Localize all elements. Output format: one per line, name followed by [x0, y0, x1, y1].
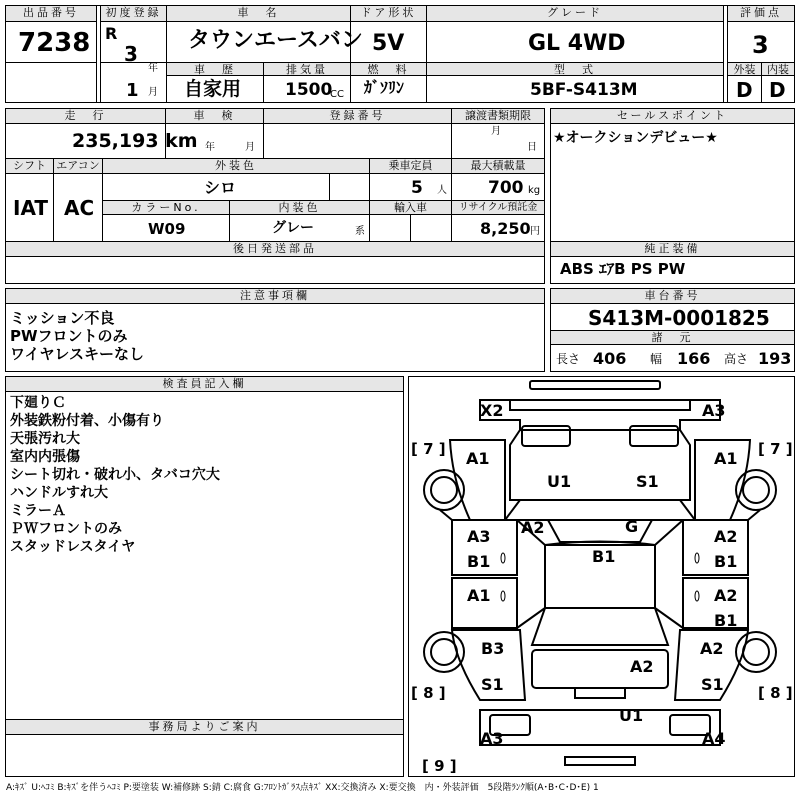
- ext-header: 外装: [728, 63, 761, 76]
- inspector-line-6: ハンドルすれ大: [10, 485, 108, 501]
- model-header: 型 式: [427, 63, 723, 76]
- disp-unit: CC: [330, 89, 344, 100]
- later-parts-header: 後日発送部品: [6, 242, 544, 257]
- body-color: シロ: [204, 178, 237, 197]
- mark-eight-left: [ 8 ]: [411, 684, 446, 702]
- mark-a1-left-slide: A1: [467, 586, 491, 605]
- regno-header: 登録番号: [264, 109, 451, 124]
- mark-b1-right-slide: B1: [714, 611, 738, 630]
- equip-header: 純正装備: [551, 242, 794, 257]
- office-header: 事務局よりご案内: [6, 720, 403, 735]
- mark-seven-right: [ 7 ]: [758, 440, 793, 458]
- length-value: 406: [593, 349, 627, 368]
- mark-a3-back-left: A3: [480, 729, 504, 748]
- mark-g-windshield: G: [625, 517, 639, 536]
- transfer-day: 日: [527, 142, 537, 153]
- reg-year: 3: [124, 42, 138, 66]
- recycle-header: リサイクル預託金: [452, 201, 544, 215]
- import-header: 輸入車: [370, 201, 451, 215]
- mark-a2-right-door: A2: [714, 527, 738, 546]
- inspect-month: 月: [245, 142, 255, 153]
- width-value: 166: [677, 349, 711, 368]
- mark-a4-back-right: A4: [702, 729, 726, 748]
- transfer-header: 譲渡書類期限: [452, 109, 544, 124]
- mark-a2-glass: A2: [521, 518, 545, 537]
- inspect-header: 車 検: [166, 109, 263, 124]
- mark-x2: X2: [480, 401, 504, 420]
- shift-header: シフト: [6, 159, 53, 174]
- disp-header: 排気量: [264, 63, 350, 76]
- inspector-line-1: 下廻りＣ: [10, 395, 66, 411]
- recycle-fee: 8,250: [480, 219, 531, 238]
- interior-color: グレー: [272, 220, 314, 236]
- equipment: ABS ｴｱB PS PW: [560, 260, 686, 278]
- mark-nine: [ 9 ]: [422, 757, 457, 775]
- mark-a2-right-rear: A2: [700, 639, 724, 658]
- inspector-line-2: 外装鉄粉付着、小傷有り: [10, 413, 164, 429]
- mark-a3-front-right: A3: [702, 401, 726, 420]
- sales-header: セールスポイント: [551, 109, 794, 124]
- height-value: 193: [758, 349, 792, 368]
- mark-s1-hood: S1: [636, 472, 659, 491]
- load-header: 最大積載量: [452, 159, 544, 174]
- caution-line-2: PWフロントのみ: [10, 327, 128, 345]
- colorno-header: カラーNo.: [103, 201, 229, 215]
- ac-header: エアコン: [54, 159, 102, 174]
- inspector-header: 検査員記入欄: [6, 377, 403, 392]
- intcolor-unit: 系: [355, 226, 365, 237]
- capacity-header: 乗車定員: [370, 159, 451, 174]
- caution-header: 注意事項欄: [6, 289, 544, 304]
- inspector-line-9: スタッドレスタイヤ: [10, 539, 136, 555]
- inspector-line-4: 室内内張傷: [10, 449, 80, 465]
- color-number: W09: [148, 220, 186, 238]
- grade: GL 4WD: [528, 31, 626, 56]
- reg-month: 1: [126, 80, 139, 101]
- mark-b1-right-door: B1: [714, 552, 738, 571]
- sales-point: ★オークションデビュー★: [553, 130, 718, 146]
- model-code: 5BF-S413M: [530, 80, 638, 100]
- inspector-line-5: シート切れ・破れ小、タバコ穴大: [10, 467, 220, 483]
- transfer-month: 月: [491, 126, 501, 137]
- capacity-unit: 人: [437, 185, 447, 196]
- mark-a1-front-left: A1: [466, 449, 490, 468]
- legend-text: A:ｷｽﾞ U:ﾍｺﾐ B:ｷｽﾞを伴うﾍｺﾐ P:要塗装 W:補修跡 S:錆 C:腐食 G:ﾌﾛﾝﾄｶﾞﾗｽ点ｷｽﾞ XX:交換済み X:要交換 内・外装評価 5段階ﾗﾝｸ順(A･B･C･D･E) 1: [6, 783, 599, 793]
- reg-era: R: [105, 24, 118, 43]
- inspector-line-7: ミラーＡ: [10, 503, 66, 519]
- lot-number: 7238: [18, 28, 91, 58]
- color-header: 外装色: [103, 159, 369, 174]
- mark-s1-left-rear: S1: [481, 675, 504, 694]
- lot-header: 出品番号: [6, 6, 96, 22]
- fuel: ｶﾞｿﾘﾝ: [364, 78, 405, 97]
- mark-b1-roof: B1: [592, 547, 616, 566]
- door-type: 5V: [372, 31, 405, 56]
- name-header: 車 名: [167, 6, 350, 22]
- chassis-number: S413M-0001825: [588, 306, 770, 330]
- inspect-year: 年: [205, 142, 215, 153]
- max-load: 700: [488, 178, 524, 198]
- mileage-header: 走 行: [6, 109, 165, 124]
- score-header: 評価点: [728, 6, 794, 22]
- caution-line-1: ミッション不良: [10, 309, 115, 327]
- mark-eight-right: [ 8 ]: [758, 684, 793, 702]
- recycle-unit: 円: [530, 226, 540, 237]
- capacity: 5: [411, 178, 423, 198]
- mark-seven-left: [ 7 ]: [411, 440, 446, 458]
- reg-month-unit: 月: [148, 87, 158, 98]
- displacement: 1500: [285, 80, 333, 100]
- inspector-line-3: 天張汚れ大: [10, 431, 80, 447]
- mileage: 235,193 km: [72, 130, 198, 152]
- mark-b1-left-door: B1: [467, 552, 491, 571]
- score: 3: [752, 31, 769, 59]
- mark-a2-right-slide: A2: [714, 586, 738, 605]
- dims-header: 諸 元: [551, 331, 794, 345]
- intcolor-header: 内装色: [230, 201, 369, 215]
- height-label: 高さ: [724, 352, 749, 366]
- mark-u1-back: U1: [619, 706, 644, 725]
- chassis-header: 車台番号: [551, 289, 794, 304]
- mark-a1-front-right: A1: [714, 449, 738, 468]
- int-grade: D: [769, 78, 786, 102]
- reg-header: 初度登録: [101, 6, 166, 22]
- mark-a2-rear-roof: A2: [630, 657, 654, 676]
- reg-year-unit: 年: [148, 63, 158, 74]
- load-unit: kg: [528, 185, 541, 196]
- car-name: タウンエースバン: [188, 28, 363, 53]
- car-history: 自家用: [184, 78, 242, 100]
- width-label: 幅: [650, 352, 663, 366]
- mark-s1-right-rear: S1: [701, 675, 724, 694]
- history-header: 車 歴: [167, 63, 263, 76]
- mark-a3-left-door: A3: [467, 527, 491, 546]
- mark-u1-hood: U1: [547, 472, 572, 491]
- length-label: 長さ: [556, 352, 581, 366]
- aircon: AC: [64, 196, 95, 220]
- mark-b3-left-rear: B3: [481, 639, 505, 658]
- car-diagram-svg: [408, 376, 795, 777]
- int-header: 内装: [762, 63, 794, 76]
- shift: IAT: [13, 196, 49, 220]
- door-header: ドア形状: [351, 6, 426, 22]
- grade-header: グレード: [427, 6, 723, 22]
- inspector-line-8: ＰＷフロントのみ: [10, 521, 122, 537]
- ext-grade: D: [736, 78, 753, 102]
- caution-line-3: ワイヤレスキーなし: [10, 345, 144, 363]
- fuel-header: 燃 料: [351, 63, 426, 76]
